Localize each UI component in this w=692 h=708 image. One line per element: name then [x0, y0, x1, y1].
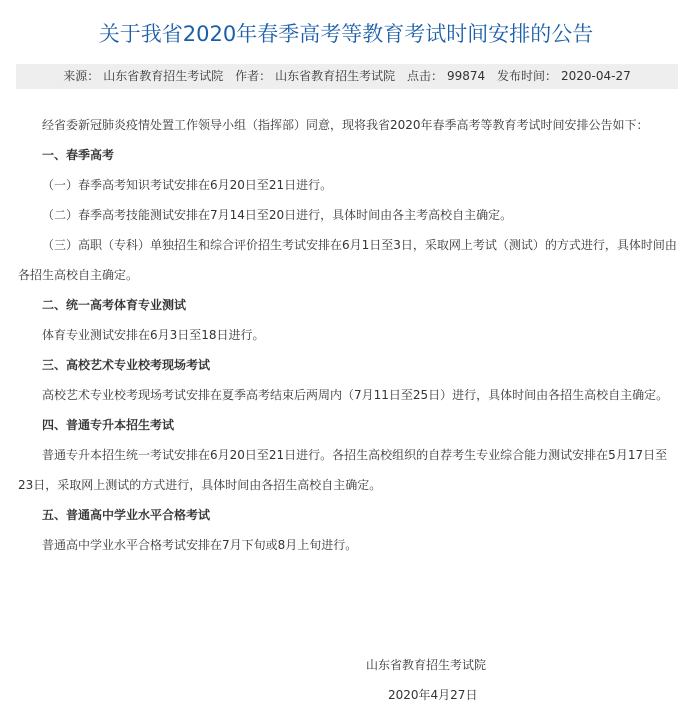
section-heading-art-exam: 三、高校艺术专业校考现场考试	[42, 358, 211, 372]
section-paragraph: 普通高中学业水平合格考试安排在7月下旬或8月上旬进行。	[42, 538, 358, 552]
section-paragraph: （一）春季高考知识考试安排在6月20日至21日进行。	[42, 178, 333, 192]
section-paragraph: 普通专升本招生统一考试安排在6月20日至21日进行。各招生高校组织的自荐考生专业综合能力测试安排在5月17日至23日，采取网上测试的方式进行，具体时间由各招生高校自主确定。	[18, 448, 668, 492]
meta-clicks-label: 点击：	[406, 69, 443, 83]
signature-organization: 山东省教育招生考试院	[366, 658, 487, 672]
meta-clicks-value: 99874	[446, 69, 486, 83]
article-body	[18, 110, 678, 560]
meta-author	[233, 69, 397, 83]
meta-source	[61, 69, 225, 83]
intro-paragraph: 经省委新冠肺炎疫情处置工作领导小组（指挥部）同意，现将我省2020年春季高考等教育考试时间安排公告如下：	[42, 118, 649, 132]
section-heading-spring-exam: 一、春季高考	[42, 148, 115, 162]
section-paragraph: 体育专业测试安排在6月3日至18日进行。	[42, 328, 265, 342]
meta-published-value: 2020-04-27	[561, 69, 631, 83]
section-heading-pe-test: 二、统一高考体育专业测试	[42, 298, 187, 312]
meta-author-label: 作者：	[235, 69, 272, 83]
meta-published-label: 发布时间：	[496, 69, 557, 83]
meta-clicks	[405, 69, 487, 83]
meta-published	[495, 69, 633, 83]
section-heading-proficiency-exam: 五、普通高中学业水平合格考试	[42, 508, 211, 522]
meta-author-value: 山东省教育招生考试院	[275, 69, 396, 83]
meta-source-label: 来源：	[63, 69, 100, 83]
signature-date: 2020年4月27日	[388, 688, 478, 702]
article-title: 关于我省2020年春季高考等教育考试时间安排的公告	[98, 22, 594, 46]
section-heading-upgrade-exam: 四、普通专升本招生考试	[42, 418, 175, 432]
section-paragraph: 高校艺术专业校考现场考试安排在夏季高考结束后两周内（7月11日至25日）进行，具体时间由各招生高校自主确定。	[42, 388, 669, 402]
meta-source-value: 山东省教育招生考试院	[103, 69, 224, 83]
section-paragraph: （三）高职（专科）单独招生和综合评价招生考试安排在6月1日至3日，采取网上考试（测试）的方式进行，具体时间由各招生高校自主确定。	[18, 238, 677, 282]
article-meta-bar	[16, 64, 678, 89]
section-paragraph: （二）春季高考技能测试安排在7月14日至20日进行，具体时间由各主考高校自主确定。	[42, 208, 513, 222]
